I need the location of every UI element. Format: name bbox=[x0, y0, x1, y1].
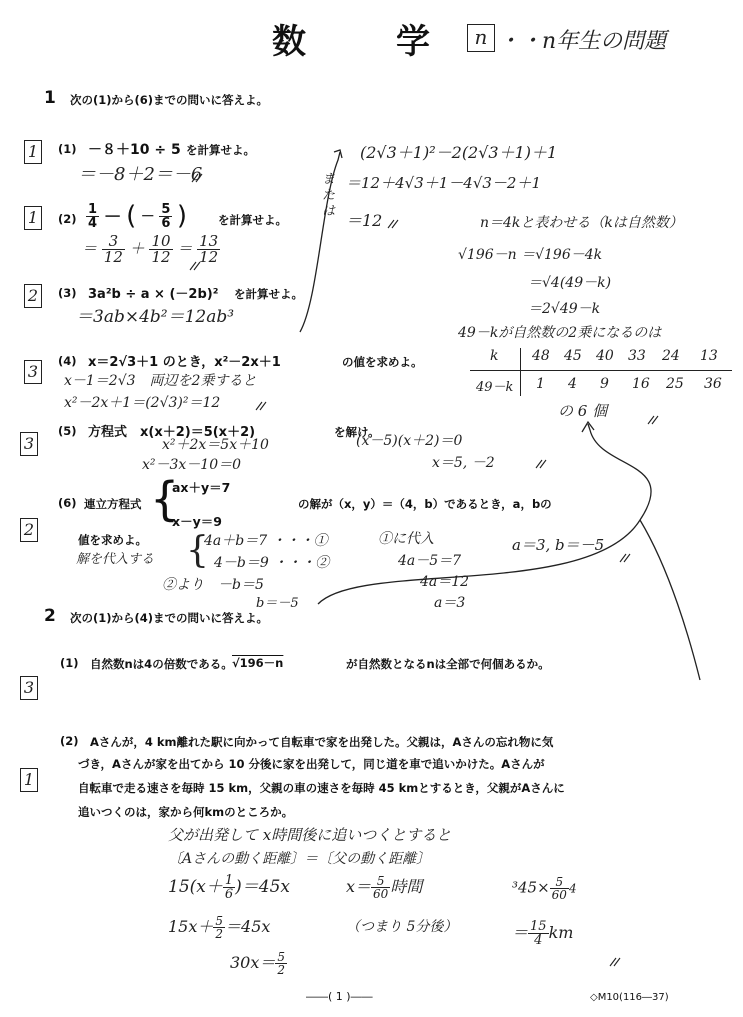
q1-2-frac1-num: 1 bbox=[88, 201, 98, 217]
q2-2-c1n: 5 bbox=[550, 876, 569, 889]
q1-4-expression: x＝2√3＋1 のとき，x²－2x＋1 bbox=[88, 355, 281, 370]
q1-4-work-2: x²－2x＋1＝(2√3)²＝12 bbox=[64, 395, 221, 411]
q1-4-tail: の値を求めよ。 bbox=[342, 355, 423, 369]
score-box-1-5: 3 bbox=[20, 432, 38, 456]
q2-1-table-49k-cell: 25 bbox=[666, 376, 684, 392]
q2-1-table-49k-cell: 36 bbox=[704, 376, 722, 392]
q2-2-c2a: ＝ bbox=[512, 923, 529, 942]
q2-1-table-49k-cell: 16 bbox=[632, 376, 650, 392]
q1-1-expression: －８＋10 ÷ 5 bbox=[88, 142, 181, 158]
title-char-right: 学 bbox=[396, 22, 430, 62]
q2-1-work-4: ＝2√49－k bbox=[528, 301, 601, 317]
q1-6-w4: b＝－5 bbox=[256, 596, 299, 611]
q1-6-answer: a＝3, b＝－5 bbox=[512, 536, 605, 554]
q1-5-label: (5) bbox=[58, 424, 77, 438]
q1-6-lead: 連立方程式 bbox=[84, 497, 142, 511]
q1-6-w6: 4a－5＝7 bbox=[398, 553, 462, 569]
q1-2-expression: $\frac{1}{4}$ － ( － $\frac{5}{6}$ ) bbox=[88, 201, 188, 231]
q2-2-line-2: づき，Aさんが家を出てから 10 分後に家を出発して，同じ道を車で追いかけた。Aさんが bbox=[78, 757, 545, 771]
q1-6-hand-brace: { bbox=[186, 530, 209, 571]
q2-2-w7d: 2 bbox=[277, 963, 286, 977]
q2-1-table-k-cell: 40 bbox=[596, 348, 614, 364]
q2-1-table-k-label: k bbox=[490, 348, 499, 364]
score-box-1-6: 2 bbox=[20, 518, 38, 542]
q1-2-frac2-den: 6 bbox=[161, 215, 171, 231]
title-char-left: 数 bbox=[272, 22, 306, 62]
q1-6-w2: 4－b＝9 ・・・② bbox=[214, 555, 330, 571]
q2-1-table-k-cell: 24 bbox=[662, 348, 680, 364]
score-box-1-2: 1 bbox=[24, 206, 42, 230]
boxed-mark: n bbox=[467, 24, 495, 52]
q1-4-alt-label: または bbox=[322, 172, 336, 219]
q2-2-w5n: 5 bbox=[215, 914, 224, 928]
q1-6-w5: ①に代入 bbox=[378, 531, 434, 547]
q2-2-w5d: 2 bbox=[215, 927, 224, 941]
q1-5-work-1: x²＋2x＝5x＋10 bbox=[162, 437, 269, 453]
answer-tick-marks bbox=[190, 174, 658, 966]
score-box-1-3: 2 bbox=[24, 284, 42, 308]
section1-instruction: 次の(1)から(6)までの問いに答えよ。 bbox=[70, 93, 269, 107]
q2-1-text-b: が自然数となるnは全部で何個あるか。 bbox=[346, 657, 550, 671]
q2-2-w3a: 15(x＋ bbox=[168, 877, 223, 897]
q1-3-label: (3) bbox=[58, 286, 77, 300]
q1-4-label: (4) bbox=[58, 354, 77, 368]
q2-2-work-6: （つまり 5分後） bbox=[346, 919, 458, 935]
q1-2-ans-f1d: 12 bbox=[103, 248, 123, 266]
q1-6-label: (6) bbox=[58, 496, 77, 510]
q2-2-c2n: 15 bbox=[530, 919, 547, 934]
q1-6-work-label: 解を代入する bbox=[76, 552, 155, 567]
q2-2-w5a: 15x＋ bbox=[168, 917, 214, 936]
q2-1-table-49k-label: 49－k bbox=[476, 380, 514, 395]
q1-6-w7: 4a＝12 bbox=[420, 574, 470, 590]
q2-1-text-a: 自然数nは4の倍数である。 bbox=[90, 657, 233, 671]
section2-number: 2 bbox=[44, 606, 56, 626]
q2-1-label: (1) bbox=[60, 656, 79, 670]
q1-6-tail2: 値を求めよ。 bbox=[78, 533, 147, 547]
q1-6-w3: ②より －b＝5 bbox=[162, 577, 264, 593]
q2-2-w7n: 5 bbox=[277, 950, 286, 964]
q1-2-ans-eq2: ＝ bbox=[177, 239, 193, 258]
q1-4-alt-3: ＝12 bbox=[346, 211, 383, 230]
q1-2-ans-f1n: 3 bbox=[102, 234, 125, 250]
section2-instruction: 次の(1)から(4)までの問いに答えよ。 bbox=[70, 611, 269, 625]
q1-5-expression: 方程式 x(x＋2)＝5(x＋2) bbox=[88, 425, 256, 440]
q2-1-work-2: √196－n ＝√196－4k bbox=[458, 247, 603, 263]
q2-2-w4b: 時間 bbox=[390, 877, 423, 896]
q2-1-root: √196－n bbox=[232, 656, 284, 670]
q2-2-c2d: 4 bbox=[534, 933, 543, 948]
q2-2-w4d: 60 bbox=[373, 887, 389, 901]
q2-1-table-49k-cell: 1 bbox=[536, 376, 545, 392]
page-number: ――( 1 )―― bbox=[306, 990, 373, 1003]
q1-6-eq2: x－y＝9 bbox=[172, 514, 222, 529]
q1-6-eq1: ax＋y＝7 bbox=[172, 480, 231, 495]
q2-2-w3n: 1 bbox=[224, 873, 234, 888]
q2-1-work-3: ＝√4(49－k) bbox=[528, 275, 612, 291]
q1-4-alt-2: ＝12＋4√3＋1－4√3－2＋1 bbox=[346, 174, 542, 192]
q1-6-tail: の解が（x，y）＝（4，b）であるとき，a，bの bbox=[298, 497, 552, 511]
q1-2-ans-f2n: 10 bbox=[151, 232, 171, 250]
section1-number: 1 bbox=[44, 88, 56, 108]
q2-1-answer: の 6 個 bbox=[558, 402, 608, 420]
q2-2-line-4: 追いつくのは，家から何kmのところか。 bbox=[78, 805, 294, 819]
q1-4-work-1: x－1＝2√3 両辺を2乗すると bbox=[64, 373, 257, 389]
q1-2-ans-eq: ＝ bbox=[82, 239, 98, 258]
q2-2-w4a: x＝ bbox=[346, 877, 372, 896]
q2-1-table-k-cell: 13 bbox=[700, 348, 718, 364]
q1-5-work-3: (x－5)(x＋2)＝0 bbox=[356, 433, 463, 449]
q1-2-label: (2) bbox=[58, 212, 77, 226]
q1-2-ans-f3n: 13 bbox=[199, 232, 219, 250]
q1-6-w1: 4a＋b＝7 ・・・① bbox=[204, 533, 328, 549]
q2-2-line-3: 自転車で走る速さを毎時 15 km，父親の車の速さを毎時 45 kmとするとき，父親がAさんに bbox=[78, 781, 565, 795]
q2-1-table-49k-cell: 4 bbox=[568, 376, 577, 392]
q2-2-w3d: 6 bbox=[224, 887, 234, 902]
q1-3-expression: 3a²b ÷ a × (－2b)² bbox=[88, 287, 219, 302]
q1-6-w8: a＝3 bbox=[434, 595, 466, 611]
q2-1-work-1: n＝4kと表わせる（kは自然数） bbox=[480, 215, 683, 231]
handwritten-subtitle: ・・n年生の問題 bbox=[498, 29, 667, 54]
q1-1-label: (1) bbox=[58, 142, 77, 156]
q1-2-ans-f3d: 12 bbox=[199, 248, 219, 266]
score-box-2-2: 1 bbox=[20, 768, 38, 792]
q1-2-tail: を計算せよ。 bbox=[218, 213, 287, 227]
q2-2-c2b: km bbox=[548, 923, 574, 942]
q2-2-work-2: 〔Aさんの動く距離〕＝〔父の動く距離〕 bbox=[168, 851, 431, 867]
q2-2-line-1: Aさんが，4 km離れた駅に向かって自転車で家を出発した。父親は，Aさんの忘れ物に気 bbox=[90, 735, 554, 749]
q2-2-c1b: 4 bbox=[568, 881, 577, 896]
q2-1-table-k-cell: 48 bbox=[532, 348, 550, 364]
q1-5-work-2: x²－3x－10＝0 bbox=[142, 457, 242, 473]
exam-code: ◇M10(116―37) bbox=[590, 992, 669, 1003]
q2-2-work-1: 父が出発して x時間後に追いつくとすると bbox=[168, 826, 452, 844]
q2-2-w7a: 30x＝ bbox=[230, 953, 276, 972]
q2-2-c1d: 60 bbox=[551, 888, 567, 902]
q2-2-w3b: )＝45x bbox=[235, 877, 290, 897]
q1-6-brace: { bbox=[150, 472, 180, 526]
score-box-2-1: 3 bbox=[20, 676, 38, 700]
q1-5-tail: を解け。 bbox=[334, 425, 380, 439]
q1-5-work-4: x＝5, －2 bbox=[432, 455, 495, 471]
q2-2-c1: ³45× bbox=[512, 878, 550, 897]
q2-1-table-49k-cell: 9 bbox=[600, 376, 609, 392]
score-box-1-4: 3 bbox=[24, 360, 42, 384]
q1-1-answer: ＝－8＋2＝－6 bbox=[78, 164, 203, 185]
score-box-1-1: 1 bbox=[24, 140, 42, 164]
q1-3-answer: ＝3ab×4b²＝12ab³ bbox=[76, 307, 235, 327]
q2-1-work-5: 49－kが自然数の2乗になるのは bbox=[458, 325, 662, 341]
q2-2-w4n: 5 bbox=[371, 875, 390, 888]
q1-2-frac2-num: 5 bbox=[161, 201, 171, 217]
q2-1-table-k-cell: 33 bbox=[628, 348, 646, 364]
q1-2-frac1-den: 4 bbox=[88, 215, 98, 231]
q2-1-table-k-cell: 45 bbox=[564, 348, 582, 364]
q2-2-w5b: ＝45x bbox=[225, 917, 271, 936]
q1-2-ans-plus: ＋ bbox=[129, 239, 145, 258]
q1-3-tail: を計算せよ。 bbox=[234, 287, 303, 301]
q1-2-ans-f2d: 12 bbox=[151, 248, 171, 266]
q2-2-label: (2) bbox=[60, 734, 79, 748]
q1-4-alt-1: (2√3＋1)²－2(2√3＋1)＋1 bbox=[360, 143, 558, 162]
q1-1-tail: を計算せよ。 bbox=[186, 143, 255, 157]
